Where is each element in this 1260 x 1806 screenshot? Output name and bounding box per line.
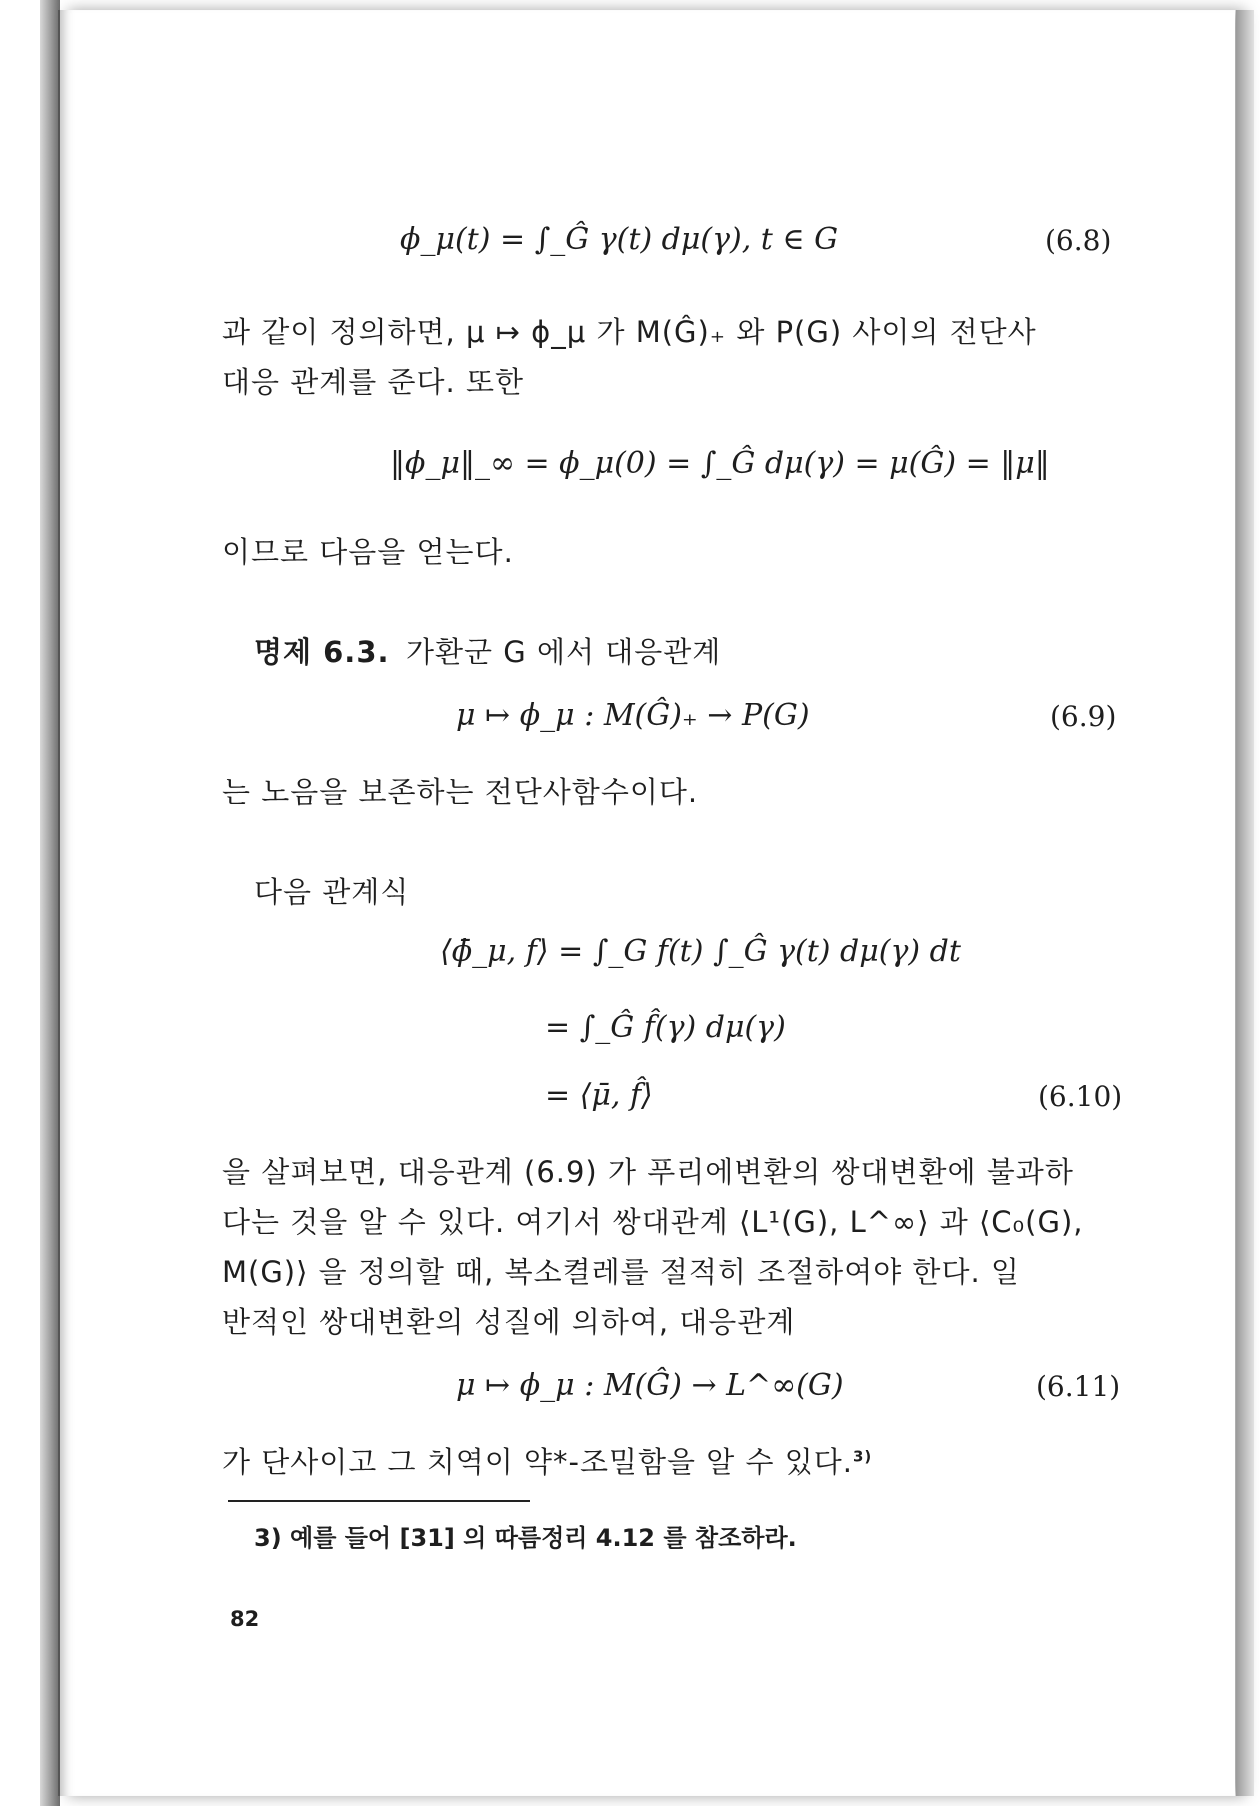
proposition-conclusion: 는 노음을 보존하는 전단사함수이다. — [222, 775, 699, 809]
page-edge — [1236, 10, 1254, 1796]
paragraph-1-line-2: 대응 관계를 준다. 또한 — [222, 365, 524, 399]
proposition-body: 가환군 G 에서 대응관계 — [406, 635, 722, 669]
book-spine-shadow — [40, 0, 60, 1806]
equation-6-8: ϕ_μ(t) = ∫_Ĝ γ(t) dμ(γ), t ∈ G — [400, 222, 839, 257]
equation-number-6-9: (6.9) — [1050, 700, 1117, 733]
paragraph-4-line-2: 다는 것을 알 수 있다. 여기서 쌍대관계 ⟨L¹(G), L^∞⟩ 과 ⟨C₀(G), — [222, 1205, 1084, 1239]
equation-number-6-11: (6.11) — [1036, 1370, 1121, 1403]
equation-6-11: μ ↦ ϕ_μ : M(Ĝ) → L^∞(G) — [456, 1368, 844, 1403]
proposition-title: 명제 6.3. — [254, 635, 390, 669]
paragraph-4-line-1: 을 살펴보면, 대응관계 (6.9) 가 푸리에변환의 쌍대변환에 불과하 — [222, 1155, 1074, 1189]
norm-equation: ‖ϕ_μ‖_∞ = ϕ_μ(0) = ∫_Ĝ dμ(γ) = μ(Ĝ) = ‖μ‖ — [390, 446, 1050, 481]
paragraph-5 — [222, 1440, 872, 1481]
equation-number-6-8: (6.8) — [1045, 224, 1112, 257]
equation-6-10-line-3: = ⟨μ̄, f̂⟩ — [545, 1078, 653, 1113]
equation-6-10-line-2: = ∫_Ĝ f̂(γ) dμ(γ) — [545, 1010, 786, 1045]
page-number: 82 — [230, 1607, 260, 1631]
footnote: 3) 예를 들어 [31] 의 따름정리 4.12 를 참조하라. — [254, 1524, 797, 1552]
equation-6-9: μ ↦ ϕ_μ : M(Ĝ)₊ → P(G) — [456, 698, 810, 733]
footnote-rule — [228, 1500, 530, 1502]
equation-6-10-line-1: ⟨ϕ̄_μ, f⟩ = ∫_G f(t) ∫_Ĝ γ(t) dμ(γ) dt — [440, 934, 961, 969]
paragraph-5-text: 가 단사이고 그 치역이 약*-조밀함을 알 수 있다. — [222, 1445, 853, 1479]
paragraph-4-line-3: M(G)⟩ 을 정의할 때, 복소켤레를 절적히 조절하여야 한다. 일 — [222, 1255, 1020, 1289]
paragraph-2: 이므로 다음을 얻는다. — [222, 535, 514, 569]
paragraph-4-line-4: 반적인 쌍대변환의 성질에 의하여, 대응관계 — [222, 1305, 796, 1339]
footnote-reference: 3) — [852, 1447, 873, 1466]
equation-number-6-10: (6.10) — [1038, 1080, 1123, 1113]
paragraph-3: 다음 관계식 — [254, 875, 410, 909]
paragraph-1-line-1: 과 같이 정의하면, μ ↦ ϕ_μ 가 M(Ĝ)₊ 와 P(G) 사이의 전단사 — [222, 315, 1037, 349]
